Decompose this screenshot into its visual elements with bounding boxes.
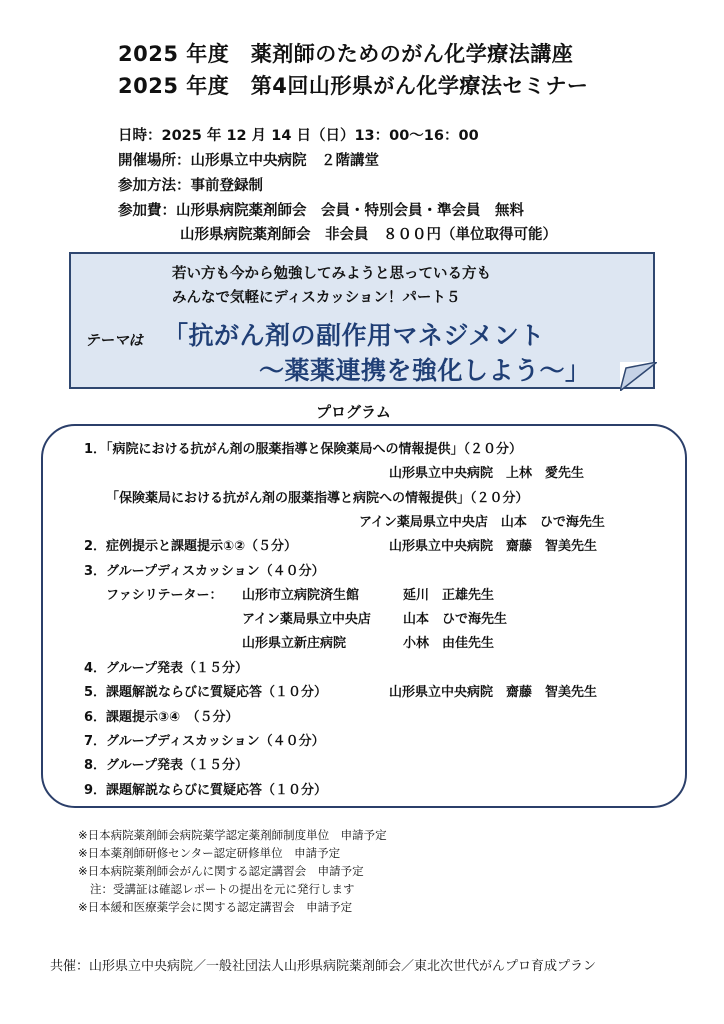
fee-members: 参加費：山形県病院薬剤師会 会員・特別会員・準会員 無料 [118,203,524,219]
facilitator-1-name: 延川 正雄先生 [403,588,495,603]
registration-method: 参加方法：事前登録制 [118,178,263,194]
program-item-3: 3．グループディスカッション（４０分） [84,564,325,579]
program-item-4: 4．グループ発表（１５分） [84,661,249,676]
credit-notes [78,826,387,916]
program-item-8: 8．グループ発表（１５分） [84,758,249,773]
theme-label: テーマは [85,333,143,349]
program-item-9: 9．課題解説ならびに質疑応答（１０分） [84,783,328,798]
program-item-1b: 「保険薬局における抗がん剤の服薬指導と病院への情報提供」（２０分） [106,491,529,506]
banner-line-1: 若い方も今から勉強してみようと思っている方も [172,266,491,282]
program-item-7: 7．グループディスカッション（４０分） [84,734,325,749]
note-3-sub: 注：受講証は確認レポートの提出を元に発行します [90,882,355,896]
program-item-2: 2．症例提示と課題提示①②（５分） [84,539,298,554]
facilitator-label: ファシリテーター： [106,588,223,603]
facilitator-3-name: 小林 由佳先生 [403,636,495,651]
theme-title-line-2: ～薬薬連携を強化しよう～」 [259,356,591,385]
facilitator-3-org: 山形県立新庄病院 [242,636,347,651]
co-sponsors: 共催：山形県立中央病院／一般社団法人山形県病院薬剤師会／東北次世代がんプロ育成プラン [50,959,597,974]
event-date: 日時：2025 年 12 月 14 日（日）13：00～16：00 [118,128,479,144]
facilitator-2-org: アイン薬局県立中央店 [242,612,371,627]
program-title: プログラム [316,403,391,421]
program-item-1: 1．「病院における抗がん剤の服薬指導と保険薬局への情報提供」（２０分） [84,442,523,457]
banner-line-2: みんなで気軽にディスカッション！パート５ [172,290,461,306]
theme-banner [69,252,655,389]
facilitator-2-name: 山本 ひで海先生 [403,612,508,627]
page-curl-icon [620,362,657,391]
note-3: ※日本病院薬剤師会がんに関する認定講習会 申請予定 [78,864,364,878]
facilitator-1-org: 山形市立病院済生館 [242,588,360,603]
fee-non-members: 山形県病院薬剤師会 非会員 ８００円（単位取得可能） [180,227,557,243]
note-2: ※日本薬剤師研修センター認定研修単位 申請予定 [78,846,341,860]
program-item-5: 5．課題解説ならびに質疑応答（１０分） [84,685,328,700]
note-1: ※日本病院薬剤師会病院薬学認定薬剤師制度単位 申請予定 [78,828,387,842]
program-item-5-speaker: 山形県立中央病院 齋藤 智美先生 [389,685,598,700]
event-venue: 開催場所：山形県立中央病院 ２階講堂 [118,153,379,169]
theme-title-line-1: 「抗がん剤の副作用マネジメント [163,321,545,350]
program-item-6: 6．課題提示③④ （５分） [84,710,239,725]
program-item-1-speaker: 山形県立中央病院 上林 愛先生 [389,466,585,481]
program-item-1b-speaker: アイン薬局県立中央店 山本 ひで海先生 [359,515,605,530]
note-4: ※日本緩和医療薬学会に関する認定講習会 申請予定 [78,900,353,914]
program-item-2-speaker: 山形県立中央病院 齋藤 智美先生 [389,539,598,554]
title-line-2: 2025 年度 第4回山形県がん化学療法セミナー [118,74,589,98]
title-line-1: 2025 年度 薬剤師のためのがん化学療法講座 [118,42,574,66]
